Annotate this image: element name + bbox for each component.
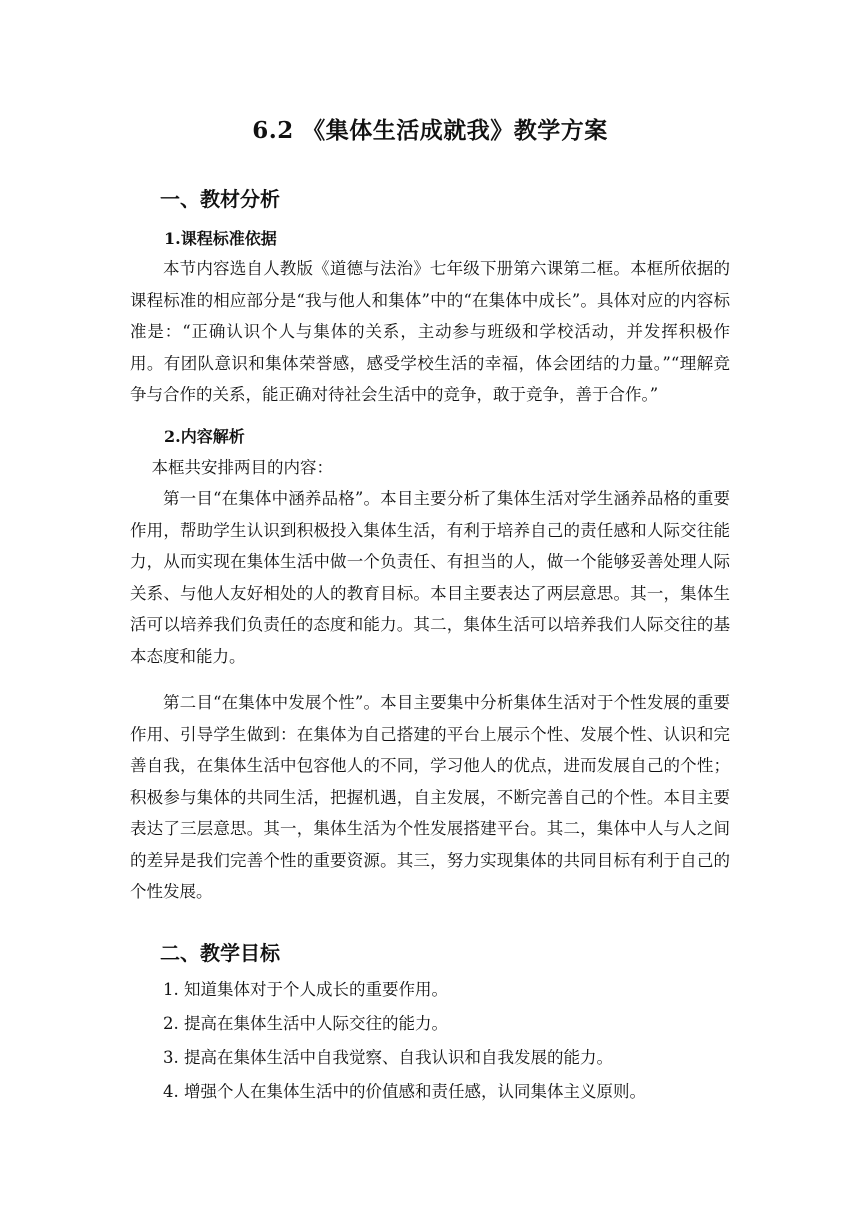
teaching-goals-list [163,973,646,1109]
document-title: 6.2 《集体生活成就我》教学方案 [252,117,608,144]
paragraph-second-item: 第二目“在集体中发展个性”。本目主要集中分析集体生活对于个性发展的重要作用、引导学生做到：在集体为自己搭建的平台上展示个性、发展个性、认识和完善自我，在集体生活中包容他人的不同，学习他人的优点，进而发展自己的个性；积极参与集体的共同生活，把握机遇，自主发展，不断完善自己的个性。本目主要表达了三层意思。其一，集体生活为个性发展搭建平台。其二，集体中人与人之间的差异是我们完善个性的重要资源。其三，努力实现集体的共同目标有利于自己的个性发展。 [130,693,730,901]
section-heading-textbook-analysis: 一、教材分析 [160,187,280,211]
list-item: 4. 增强个人在集体生活中的价值感和责任感，认同集体主义原则。 [163,1082,646,1101]
subsection-heading-curriculum-basis: 1.课程标准依据 [164,229,277,248]
section-heading-teaching-goals: 二、教学目标 [160,941,280,965]
paragraph-curriculum-basis: 本节内容选自人教版《道德与法治》七年级下册第六课第二框。本框所依据的课程标准的相应部分是“我与他人和集体”中的“在集体中成长”。具体对应的内容标准是：“正确认识个人与集体的关系，主动参与班级和学校活动，并发挥积极作用。有团队意识和集体荣誉感，感受学校生活的幸福，体会团结的力量。”“理解竞争与合作的关系，能正确对待社会生活中的竞争，敢于竞争，善于合作。” [130,259,730,404]
paragraph-content-intro: 本框共安排两目的内容： [151,458,333,477]
list-item: 3. 提高在集体生活中自我觉察、自我认识和自我发展的能力。 [163,1048,613,1067]
list-item: 2. 提高在集体生活中人际交往的能力。 [163,1014,448,1033]
list-item: 1. 知道集体对于个人成长的重要作用。 [163,980,448,999]
paragraph-first-item: 第一目“在集体中涵养品格”。本目主要分析了集体生活对学生涵养品格的重要作用，帮助学生认识到积极投入集体生活，有利于培养自己的责任感和人际交往能力，从而实现在集体生活中做一个负责任、有担当的人，做一个能够妥善处理人际关系、与他人友好相处的人的教育目标。本目主要表达了两层意思。其一，集体生活可以培养我们负责任的态度和能力。其二，集体生活可以培养我们人际交往的基本态度和能力。 [130,489,730,666]
subsection-heading-content-analysis: 2.内容解析 [164,427,245,446]
